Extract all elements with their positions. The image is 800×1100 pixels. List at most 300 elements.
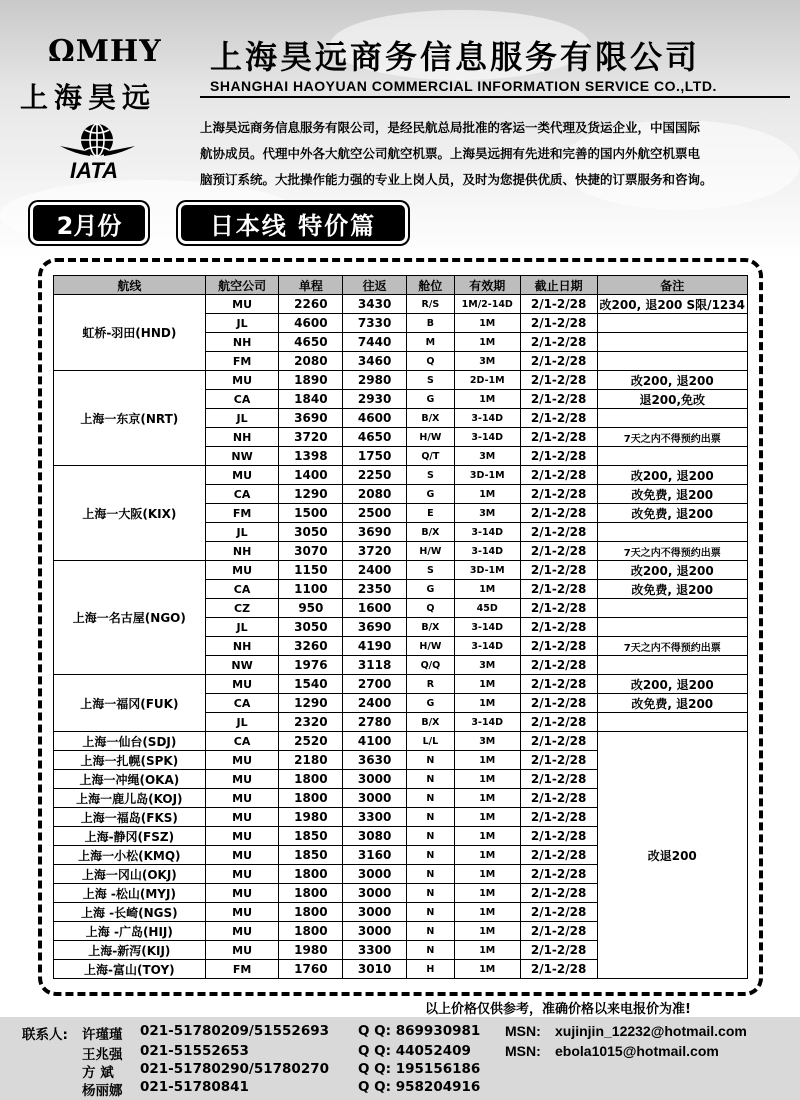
airline-cell: MU <box>205 922 279 941</box>
msn-address[interactable]: xujinjin_12232@hotmail.com <box>555 1023 747 1039</box>
class-cell: N <box>406 922 454 941</box>
validity-cell: 3-14D <box>454 618 520 637</box>
remark-cell: 改免费, 退200 <box>597 580 747 599</box>
oneway-cell: 1760 <box>279 960 343 979</box>
fare-table-body <box>54 295 748 979</box>
airline-cell: NW <box>205 447 279 466</box>
contact-qq: Q Q: 869930981 <box>358 1023 481 1039</box>
deadline-cell: 2/1-2/28 <box>520 333 597 352</box>
oneway-cell: 2320 <box>279 713 343 732</box>
deadline-cell: 2/1-2/28 <box>520 542 597 561</box>
deadline-cell: 2/1-2/28 <box>520 485 597 504</box>
deadline-cell: 2/1-2/28 <box>520 884 597 903</box>
class-cell: N <box>406 941 454 960</box>
deadline-cell: 2/1-2/28 <box>520 789 597 808</box>
header-divider <box>200 96 790 98</box>
oneway-cell: 3070 <box>279 542 343 561</box>
oneway-cell: 950 <box>279 599 343 618</box>
deadline-cell: 2/1-2/28 <box>520 466 597 485</box>
validity-cell: 1M <box>454 580 520 599</box>
roundtrip-cell: 2780 <box>343 713 407 732</box>
remark-cell <box>597 713 747 732</box>
oneway-cell: 1398 <box>279 447 343 466</box>
class-cell: G <box>406 390 454 409</box>
airline-cell: NH <box>205 637 279 656</box>
class-cell: N <box>406 789 454 808</box>
route-cell: 虹桥-羽田(HND) <box>54 295 206 371</box>
route-cell: 上海一冲绳(OKA) <box>54 770 206 789</box>
remark-cell: 改200, 退200 <box>597 371 747 390</box>
column-header: 舱位 <box>406 276 454 295</box>
remark-cell: 退200,免改 <box>597 390 747 409</box>
oneway-cell: 2080 <box>279 352 343 371</box>
oneway-cell: 1850 <box>279 827 343 846</box>
oneway-cell: 1290 <box>279 485 343 504</box>
airline-cell: NH <box>205 428 279 447</box>
route-cell: 上海-富山(TOY) <box>54 960 206 979</box>
roundtrip-cell: 4650 <box>343 428 407 447</box>
class-cell: L/L <box>406 732 454 751</box>
airline-cell: CA <box>205 580 279 599</box>
route-cell: 上海-静冈(FSZ) <box>54 827 206 846</box>
validity-cell: 3-14D <box>454 428 520 447</box>
route-cell: 上海一福冈(FUK) <box>54 675 206 732</box>
route-cell: 上海一扎幌(SPK) <box>54 751 206 770</box>
airline-cell: MU <box>205 789 279 808</box>
class-cell: S <box>406 371 454 390</box>
remark-cell <box>597 618 747 637</box>
deadline-cell: 2/1-2/28 <box>520 960 597 979</box>
route-cell: 上海一大阪(KIX) <box>54 466 206 561</box>
msn-address[interactable]: ebola1015@hotmail.com <box>555 1043 719 1059</box>
airline-cell: NH <box>205 333 279 352</box>
class-cell: B/X <box>406 713 454 732</box>
airline-cell: MU <box>205 808 279 827</box>
airline-cell: MU <box>205 884 279 903</box>
roundtrip-cell: 1600 <box>343 599 407 618</box>
validity-cell: 3M <box>454 656 520 675</box>
roundtrip-cell: 7330 <box>343 314 407 333</box>
airline-cell: JL <box>205 523 279 542</box>
table-row <box>54 371 748 390</box>
deadline-cell: 2/1-2/28 <box>520 922 597 941</box>
deadline-cell: 2/1-2/28 <box>520 314 597 333</box>
fare-table <box>53 275 748 979</box>
route-cell: 上海一小松(KMQ) <box>54 846 206 865</box>
roundtrip-cell: 2400 <box>343 561 407 580</box>
route-cell: 上海一福岛(FKS) <box>54 808 206 827</box>
brand-logo-cn: 上海昊远 <box>20 81 157 114</box>
roundtrip-cell: 1750 <box>343 447 407 466</box>
airline-cell: MU <box>205 675 279 694</box>
class-cell: B/X <box>406 409 454 428</box>
price-disclaimer: 以上价格仅供参考，准确价格以来电报价为准! <box>425 1002 691 1017</box>
class-cell: B/X <box>406 523 454 542</box>
class-cell: N <box>406 884 454 903</box>
remark-cell: 改免费, 退200 <box>597 504 747 523</box>
airline-cell: FM <box>205 352 279 371</box>
oneway-cell: 3260 <box>279 637 343 656</box>
remark-cell: 改200, 退200 <box>597 466 747 485</box>
validity-cell: 1M <box>454 846 520 865</box>
deadline-cell: 2/1-2/28 <box>520 447 597 466</box>
roundtrip-cell: 3690 <box>343 523 407 542</box>
airline-cell: JL <box>205 409 279 428</box>
contact-phone: 021-51780841 <box>140 1079 249 1095</box>
airline-cell: NH <box>205 542 279 561</box>
validity-cell: 45D <box>454 599 520 618</box>
remark-cell: 改退200 <box>597 732 747 979</box>
deadline-cell: 2/1-2/28 <box>520 295 597 314</box>
contact-label: 联系人: <box>22 1027 68 1043</box>
class-cell: S <box>406 561 454 580</box>
contact-name: 杨丽娜 <box>82 1083 123 1099</box>
validity-cell: 3-14D <box>454 542 520 561</box>
roundtrip-cell: 2400 <box>343 694 407 713</box>
contact-qq: Q Q: 958204916 <box>358 1079 481 1095</box>
oneway-cell: 1800 <box>279 884 343 903</box>
class-cell: S <box>406 466 454 485</box>
oneway-cell: 1540 <box>279 675 343 694</box>
validity-cell: 1M <box>454 333 520 352</box>
deadline-cell: 2/1-2/28 <box>520 637 597 656</box>
validity-cell: 3M <box>454 447 520 466</box>
route-cell: 上海 -长崎(NGS) <box>54 903 206 922</box>
column-header: 航空公司 <box>205 276 279 295</box>
validity-cell: 1M <box>454 827 520 846</box>
oneway-cell: 3050 <box>279 523 343 542</box>
airline-cell: MU <box>205 295 279 314</box>
oneway-cell: 2260 <box>279 295 343 314</box>
deadline-cell: 2/1-2/28 <box>520 865 597 884</box>
roundtrip-cell: 3000 <box>343 922 407 941</box>
roundtrip-cell: 2250 <box>343 466 407 485</box>
roundtrip-cell: 3300 <box>343 941 407 960</box>
deadline-cell: 2/1-2/28 <box>520 580 597 599</box>
remark-cell: 改200, 退200 S限/1234 <box>597 295 747 314</box>
oneway-cell: 1400 <box>279 466 343 485</box>
oneway-cell: 4600 <box>279 314 343 333</box>
column-header: 截止日期 <box>520 276 597 295</box>
oneway-cell: 1290 <box>279 694 343 713</box>
airline-cell: JL <box>205 713 279 732</box>
roundtrip-cell: 3160 <box>343 846 407 865</box>
oneway-cell: 1800 <box>279 770 343 789</box>
airline-cell: MU <box>205 846 279 865</box>
class-cell: N <box>406 846 454 865</box>
airline-cell: NW <box>205 656 279 675</box>
roundtrip-cell: 4600 <box>343 409 407 428</box>
airline-cell: FM <box>205 504 279 523</box>
route-badge: 日本线 特价篇 <box>178 202 408 244</box>
validity-cell: 1M <box>454 694 520 713</box>
contact-phone: 021-51780290/51780270 <box>140 1061 330 1077</box>
intro-line: 上海昊远商务信息服务有限公司，是经民航总局批准的客运一类代理及货运企业，中国国际 <box>200 120 701 135</box>
route-cell: 上海 -松山(MYJ) <box>54 884 206 903</box>
roundtrip-cell: 3000 <box>343 884 407 903</box>
validity-cell: 1M <box>454 314 520 333</box>
deadline-cell: 2/1-2/28 <box>520 846 597 865</box>
roundtrip-cell: 7440 <box>343 333 407 352</box>
roundtrip-cell: 4190 <box>343 637 407 656</box>
deadline-cell: 2/1-2/28 <box>520 903 597 922</box>
class-cell: G <box>406 580 454 599</box>
validity-cell: 1M <box>454 770 520 789</box>
oneway-cell: 3690 <box>279 409 343 428</box>
route-cell: 上海一名古屋(NGO) <box>54 561 206 675</box>
validity-cell: 1M <box>454 675 520 694</box>
deadline-cell: 2/1-2/28 <box>520 770 597 789</box>
airline-cell: CA <box>205 732 279 751</box>
roundtrip-cell: 3000 <box>343 789 407 808</box>
oneway-cell: 1800 <box>279 922 343 941</box>
route-cell: 上海 -广岛(HIJ) <box>54 922 206 941</box>
deadline-cell: 2/1-2/28 <box>520 523 597 542</box>
deadline-cell: 2/1-2/28 <box>520 827 597 846</box>
class-cell: Q/T <box>406 447 454 466</box>
class-cell: N <box>406 827 454 846</box>
validity-cell: 1M <box>454 903 520 922</box>
validity-cell: 3-14D <box>454 637 520 656</box>
contact-name: 许瑾瑾 <box>82 1027 123 1043</box>
oneway-cell: 1980 <box>279 808 343 827</box>
roundtrip-cell: 2500 <box>343 504 407 523</box>
airline-cell: CA <box>205 485 279 504</box>
oneway-cell: 1800 <box>279 789 343 808</box>
roundtrip-cell: 3000 <box>343 903 407 922</box>
table-row <box>54 732 748 751</box>
airline-cell: CA <box>205 694 279 713</box>
column-header: 往返 <box>343 276 407 295</box>
validity-cell: 2D-1M <box>454 371 520 390</box>
deadline-cell: 2/1-2/28 <box>520 713 597 732</box>
class-cell: H/W <box>406 637 454 656</box>
column-header: 有效期 <box>454 276 520 295</box>
airline-cell: MU <box>205 751 279 770</box>
validity-cell: 1M <box>454 941 520 960</box>
class-cell: Q/Q <box>406 656 454 675</box>
validity-cell: 3-14D <box>454 523 520 542</box>
class-cell: G <box>406 485 454 504</box>
roundtrip-cell: 3118 <box>343 656 407 675</box>
route-cell: 上海-新泻(KIJ) <box>54 941 206 960</box>
table-row <box>54 561 748 580</box>
class-cell: H/W <box>406 542 454 561</box>
validity-cell: 1M <box>454 884 520 903</box>
remark-cell: 改免费, 退200 <box>597 694 747 713</box>
roundtrip-cell: 3080 <box>343 827 407 846</box>
oneway-cell: 1840 <box>279 390 343 409</box>
airline-cell: CA <box>205 390 279 409</box>
deadline-cell: 2/1-2/28 <box>520 390 597 409</box>
airline-cell: MU <box>205 827 279 846</box>
airline-cell: JL <box>205 314 279 333</box>
table-row <box>54 675 748 694</box>
airline-cell: JL <box>205 618 279 637</box>
validity-cell: 3D-1M <box>454 466 520 485</box>
route-cell: 上海一仙台(SDJ) <box>54 732 206 751</box>
msn-label: MSN: <box>505 1043 541 1059</box>
remark-cell <box>597 656 747 675</box>
deadline-cell: 2/1-2/28 <box>520 618 597 637</box>
deadline-cell: 2/1-2/28 <box>520 808 597 827</box>
intro-line: 航协成员。代理中外各大航空公司航空机票。上海昊远拥有先进和完善的国内外航空机票电 <box>200 146 701 161</box>
validity-cell: 1M <box>454 789 520 808</box>
remark-cell: 改200, 退200 <box>597 561 747 580</box>
remark-cell <box>597 523 747 542</box>
validity-cell: 1M/2-14D <box>454 295 520 314</box>
roundtrip-cell: 3300 <box>343 808 407 827</box>
column-header: 备注 <box>597 276 747 295</box>
airline-cell: MU <box>205 770 279 789</box>
roundtrip-cell: 2980 <box>343 371 407 390</box>
validity-cell: 1M <box>454 865 520 884</box>
deadline-cell: 2/1-2/28 <box>520 504 597 523</box>
oneway-cell: 1980 <box>279 941 343 960</box>
roundtrip-cell: 2350 <box>343 580 407 599</box>
roundtrip-cell: 3690 <box>343 618 407 637</box>
oneway-cell: 1800 <box>279 903 343 922</box>
company-intro <box>200 115 780 193</box>
validity-cell: 3-14D <box>454 409 520 428</box>
class-cell: N <box>406 751 454 770</box>
airline-cell: MU <box>205 865 279 884</box>
month-badge: 2月份 <box>30 202 148 244</box>
remark-cell: 改免费, 退200 <box>597 485 747 504</box>
route-cell: 上海一鹿儿岛(KOJ) <box>54 789 206 808</box>
class-cell: B <box>406 314 454 333</box>
airline-cell: MU <box>205 466 279 485</box>
roundtrip-cell: 4100 <box>343 732 407 751</box>
deadline-cell: 2/1-2/28 <box>520 352 597 371</box>
column-header: 单程 <box>279 276 343 295</box>
deadline-cell: 2/1-2/28 <box>520 751 597 770</box>
class-cell: Q <box>406 352 454 371</box>
oneway-cell: 1800 <box>279 865 343 884</box>
airline-cell: CZ <box>205 599 279 618</box>
class-cell: Q <box>406 599 454 618</box>
roundtrip-cell: 2930 <box>343 390 407 409</box>
validity-cell: 1M <box>454 751 520 770</box>
deadline-cell: 2/1-2/28 <box>520 941 597 960</box>
remark-cell <box>597 352 747 371</box>
oneway-cell: 1976 <box>279 656 343 675</box>
contact-phone: 021-51552653 <box>140 1043 249 1059</box>
validity-cell: 1M <box>454 960 520 979</box>
airline-cell: MU <box>205 561 279 580</box>
class-cell: B/X <box>406 618 454 637</box>
deadline-cell: 2/1-2/28 <box>520 732 597 751</box>
contact-name: 王兆强 <box>82 1047 123 1063</box>
remark-cell: 7天之内不得预约出票 <box>597 428 747 447</box>
oneway-cell: 1890 <box>279 371 343 390</box>
validity-cell: 1M <box>454 390 520 409</box>
route-cell: 上海一东京(NRT) <box>54 371 206 466</box>
company-name-en: SHANGHAI HAOYUAN COMMERCIAL INFORMATION SERVICE CO.,LTD. <box>210 78 717 94</box>
roundtrip-cell: 2080 <box>343 485 407 504</box>
deadline-cell: 2/1-2/28 <box>520 561 597 580</box>
validity-cell: 3D-1M <box>454 561 520 580</box>
remark-cell <box>597 333 747 352</box>
remark-cell: 改200, 退200 <box>597 675 747 694</box>
iata-label: IATA <box>70 158 119 183</box>
remark-cell <box>597 409 747 428</box>
roundtrip-cell: 3630 <box>343 751 407 770</box>
intro-line: 脑预订系统。大批操作能力强的专业上岗人员，及时为您提供优质、快捷的订票服务和咨询。 <box>200 172 713 187</box>
oneway-cell: 1850 <box>279 846 343 865</box>
airline-cell: MU <box>205 903 279 922</box>
company-name-cn: 上海昊远商务信息服务有限公司 <box>210 38 701 76</box>
oneway-cell: 1100 <box>279 580 343 599</box>
oneway-cell: 2180 <box>279 751 343 770</box>
validity-cell: 1M <box>454 485 520 504</box>
table-row <box>54 466 748 485</box>
oneway-cell: 3050 <box>279 618 343 637</box>
deadline-cell: 2/1-2/28 <box>520 409 597 428</box>
oneway-cell: 4650 <box>279 333 343 352</box>
brand-logo: ΩMHY <box>48 34 162 69</box>
class-cell: G <box>406 694 454 713</box>
remark-cell <box>597 599 747 618</box>
class-cell: H <box>406 960 454 979</box>
contact-qq: Q Q: 44052409 <box>358 1043 471 1059</box>
oneway-cell: 3720 <box>279 428 343 447</box>
validity-cell: 3M <box>454 504 520 523</box>
column-header: 航线 <box>54 276 206 295</box>
remark-cell <box>597 447 747 466</box>
contact-bar <box>0 1017 800 1100</box>
roundtrip-cell: 3720 <box>343 542 407 561</box>
deadline-cell: 2/1-2/28 <box>520 694 597 713</box>
class-cell: E <box>406 504 454 523</box>
class-cell: N <box>406 770 454 789</box>
deadline-cell: 2/1-2/28 <box>520 428 597 447</box>
oneway-cell: 1150 <box>279 561 343 580</box>
class-cell: N <box>406 808 454 827</box>
remark-cell: 7天之内不得预约出票 <box>597 637 747 656</box>
class-cell: R <box>406 675 454 694</box>
remark-cell <box>597 314 747 333</box>
contact-qq: Q Q: 195156186 <box>358 1061 481 1077</box>
validity-cell: 1M <box>454 808 520 827</box>
contact-phone: 021-51780209/51552693 <box>140 1023 330 1039</box>
roundtrip-cell: 3460 <box>343 352 407 371</box>
deadline-cell: 2/1-2/28 <box>520 675 597 694</box>
validity-cell: 1M <box>454 922 520 941</box>
class-cell: N <box>406 865 454 884</box>
roundtrip-cell: 3430 <box>343 295 407 314</box>
airline-cell: FM <box>205 960 279 979</box>
deadline-cell: 2/1-2/28 <box>520 371 597 390</box>
class-cell: M <box>406 333 454 352</box>
class-cell: N <box>406 903 454 922</box>
roundtrip-cell: 2700 <box>343 675 407 694</box>
oneway-cell: 2520 <box>279 732 343 751</box>
class-cell: H/W <box>406 428 454 447</box>
remark-cell: 7天之内不得预约出票 <box>597 542 747 561</box>
class-cell: R/S <box>406 295 454 314</box>
deadline-cell: 2/1-2/28 <box>520 599 597 618</box>
oneway-cell: 1500 <box>279 504 343 523</box>
airline-cell: MU <box>205 941 279 960</box>
roundtrip-cell: 3000 <box>343 865 407 884</box>
table-header-row <box>54 276 748 295</box>
contact-name: 方 斌 <box>82 1065 114 1081</box>
route-cell: 上海一冈山(OKJ) <box>54 865 206 884</box>
deadline-cell: 2/1-2/28 <box>520 656 597 675</box>
msn-label: MSN: <box>505 1023 541 1039</box>
validity-cell: 3M <box>454 352 520 371</box>
